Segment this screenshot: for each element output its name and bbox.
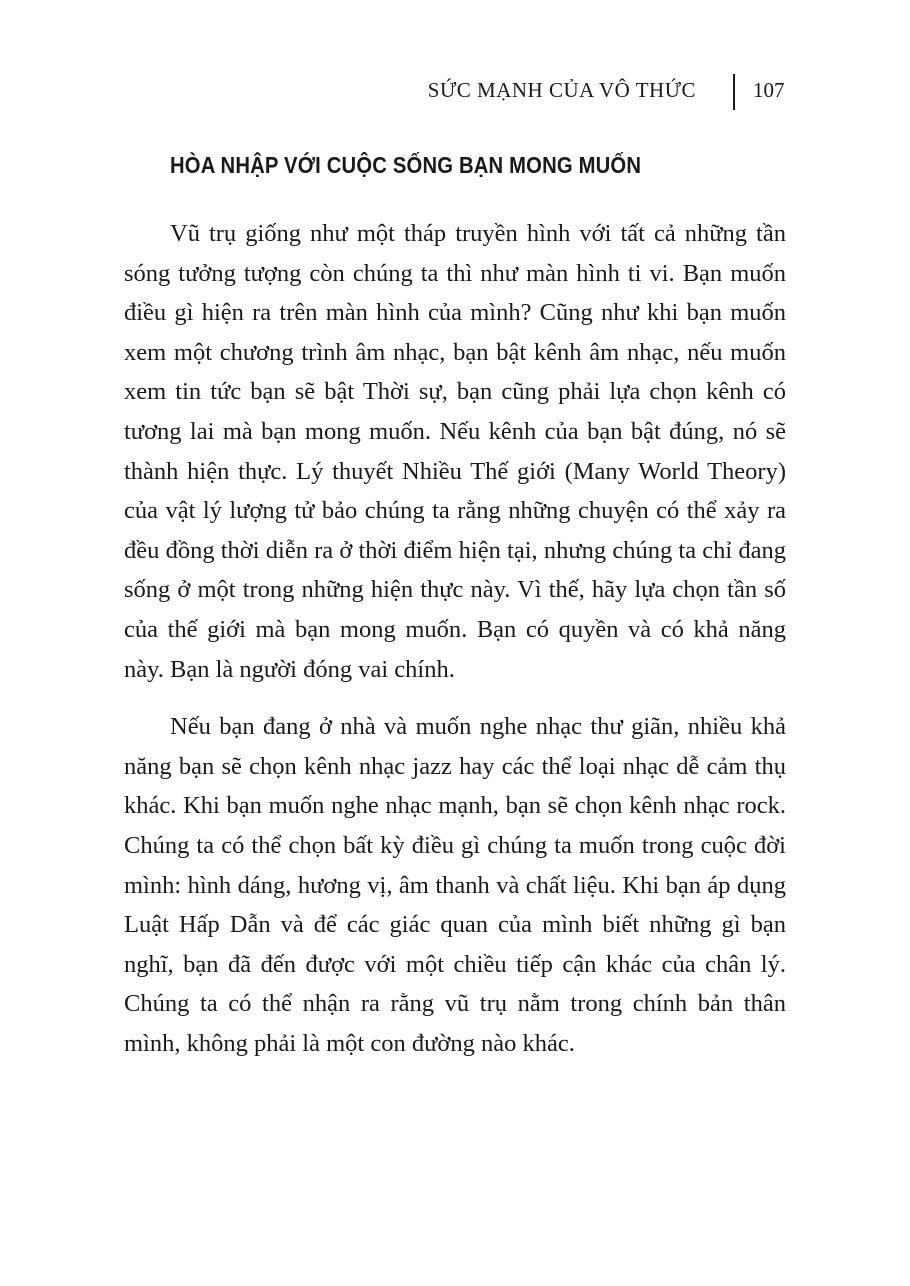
running-head [380,74,790,110]
paragraph: Vũ trụ giống như một tháp truyền hình với tất cả những tần sóng tưởng tượng còn chúng ta thì như màn hình ti vi. Bạn muốn điều gì hiện ra trên màn hình của mình? Cũng như khi bạn muốn xem một chương trình âm nhạc, bạn bật kênh âm nhạc, nếu muốn xem tin tức bạn sẽ bật Thời sự, bạn cũng phải lựa chọn kênh có tương lai mà bạn mong muốn. Nếu kênh của bạn bật đúng, nó sẽ thành hiện thực. Lý thuyết Nhiều Thế giới (Many World Theory) của vật lý lượng tử bảo chúng ta rằng những chuyện có thể xảy ra đều đồng thời diễn ra ở thời điểm hiện tại, nhưng chúng ta chỉ đang sống ở một trong những hiện thực này. Vì thế, hãy lựa chọn tần số của thế giới mà bạn mong muốn. Bạn có quyền và có khả năng này. Bạn là người đóng vai chính. [124,220,786,683]
paragraph: Nếu bạn đang ở nhà và muốn nghe nhạc thư giãn, nhiều khả năng bạn sẽ chọn kênh nhạc jazz hay các thể loại nhạc dễ cảm thụ khác. Khi bạn muốn nghe nhạc mạnh, bạn sẽ chọn kênh nhạc rock. Chúng ta có thể chọn bất kỳ điều gì chúng ta muốn trong cuộc đời mình: hình dáng, hương vị, âm thanh và chất liệu. Khi bạn áp dụng Luật Hấp Dẫn và để các giác quan của mình biết những gì bạn nghĩ, bạn đã đến được với một chiều tiếp cận khác của chân lý. Chúng ta có thể nhận ra rằng vũ trụ nằm trong chính bản thân mình, không phải là một con đường nào khác. [124,713,786,1057]
page-number: 107 [753,78,785,102]
running-title: SỨC MẠNH CỦA VÔ THỨC [427,78,696,102]
section-title: HÒA NHẬP VỚI CUỘC SỐNG BẠN MONG MUỐN [170,152,642,178]
header-divider [733,74,735,110]
body-text [124,214,786,1063]
